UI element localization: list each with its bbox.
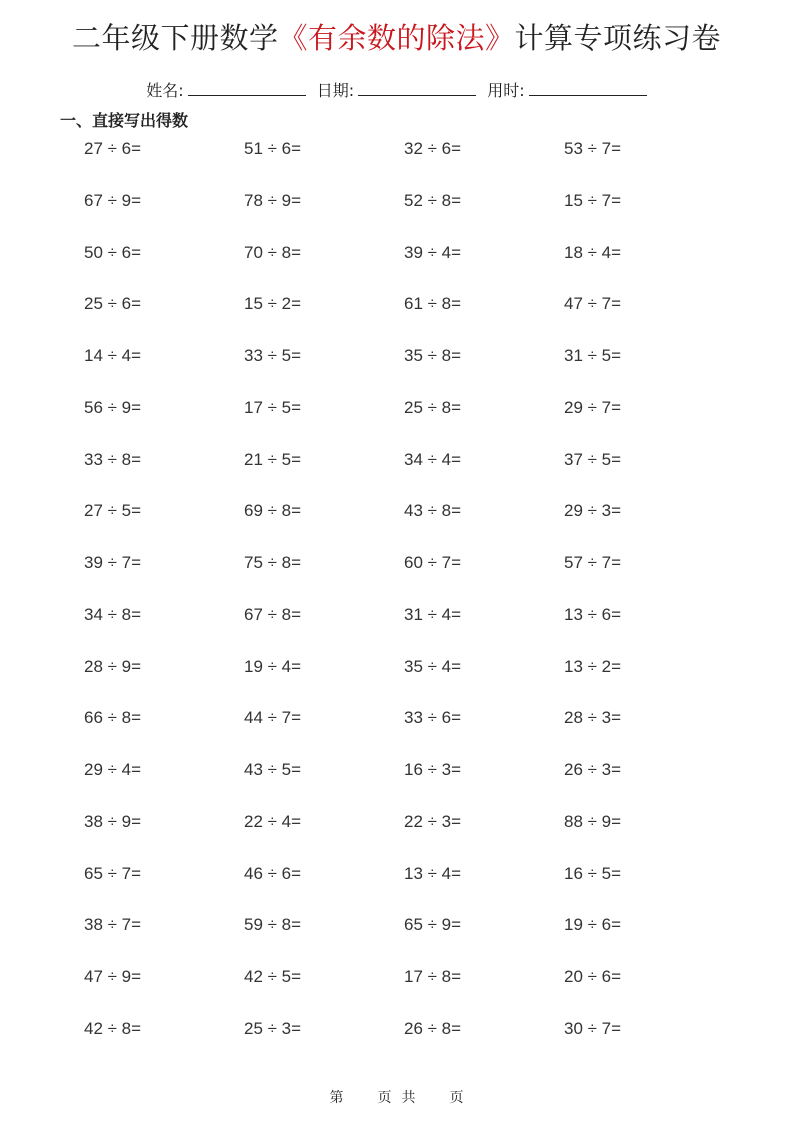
division-problem: 25 ÷ 6= [84, 294, 142, 314]
division-problem: 33 ÷ 6= [404, 708, 462, 728]
division-problem: 47 ÷ 7= [564, 294, 622, 314]
problem-row [84, 137, 724, 189]
division-problem: 61 ÷ 8= [404, 294, 462, 314]
division-problem: 38 ÷ 9= [84, 811, 142, 831]
division-problem: 28 ÷ 9= [84, 656, 142, 676]
division-problem: 26 ÷ 8= [404, 1018, 462, 1038]
problem-row [84, 913, 724, 965]
division-problem: 50 ÷ 6= [84, 242, 142, 262]
problem-row [84, 758, 724, 810]
division-problem: 56 ÷ 9= [84, 397, 142, 417]
problem-row [84, 448, 724, 500]
division-problem: 66 ÷ 8= [84, 708, 142, 728]
worksheet-title [0, 18, 793, 58]
division-problem: 25 ÷ 3= [244, 1018, 302, 1038]
division-problem: 46 ÷ 6= [244, 863, 302, 883]
division-problem: 21 ÷ 5= [244, 449, 302, 469]
division-problem: 88 ÷ 9= [564, 811, 622, 831]
name-label: 姓名: [146, 81, 184, 100]
division-problem: 20 ÷ 6= [564, 967, 622, 986]
problem-row [84, 706, 724, 758]
division-problem: 28 ÷ 3= [564, 708, 622, 728]
problem-row [84, 1017, 724, 1069]
division-problem: 35 ÷ 4= [404, 656, 462, 676]
division-problem: 60 ÷ 7= [404, 553, 462, 572]
division-problem: 22 ÷ 3= [404, 811, 462, 831]
problem-row [84, 189, 724, 241]
division-problem: 43 ÷ 5= [244, 760, 302, 779]
division-problem: 34 ÷ 8= [84, 604, 142, 624]
division-problem: 13 ÷ 6= [564, 604, 622, 624]
problem-row [84, 603, 724, 655]
division-problem: 39 ÷ 4= [404, 242, 462, 262]
division-problem: 53 ÷ 7= [564, 139, 622, 158]
problem-row [84, 965, 724, 1017]
division-problem: 27 ÷ 5= [84, 501, 142, 521]
division-problem: 30 ÷ 7= [564, 1018, 622, 1038]
problem-row [84, 292, 724, 344]
division-problem: 32 ÷ 6= [404, 139, 462, 158]
division-problem: 42 ÷ 8= [84, 1018, 142, 1038]
division-problem: 44 ÷ 7= [244, 708, 302, 728]
footer-page-label: 第 [329, 1090, 344, 1106]
division-problem: 22 ÷ 4= [244, 811, 302, 831]
name-field [146, 80, 305, 102]
problem-row [84, 810, 724, 862]
division-problem: 38 ÷ 7= [84, 915, 142, 935]
division-problem: 43 ÷ 8= [404, 501, 462, 521]
division-problem: 37 ÷ 5= [564, 449, 622, 469]
footer-page-unit: 页 [377, 1090, 392, 1106]
name-blank[interactable] [188, 81, 306, 96]
footer-total-label: 共 [401, 1090, 416, 1106]
problem-row [84, 344, 724, 396]
division-problem: 26 ÷ 3= [564, 760, 622, 779]
section-heading: 一、直接写出得数 [60, 111, 189, 130]
division-problem: 19 ÷ 6= [564, 915, 622, 935]
division-problem: 31 ÷ 4= [404, 604, 462, 624]
division-problem: 17 ÷ 5= [244, 397, 302, 417]
division-problem: 29 ÷ 4= [84, 760, 142, 779]
division-problem: 29 ÷ 7= [564, 397, 622, 417]
division-problem: 14 ÷ 4= [84, 346, 142, 365]
division-problem: 31 ÷ 5= [564, 346, 622, 365]
date-label: 日期: [316, 81, 355, 100]
division-problem: 47 ÷ 9= [84, 967, 142, 986]
division-problem: 27 ÷ 6= [84, 139, 142, 158]
time-field [487, 80, 646, 102]
division-problem: 67 ÷ 9= [84, 190, 142, 210]
division-problem: 57 ÷ 7= [564, 553, 622, 572]
problem-row [84, 499, 724, 551]
title-prefix: 二年级下册数学 [71, 21, 279, 55]
division-problem: 69 ÷ 8= [244, 501, 302, 521]
date-field [317, 80, 476, 102]
time-blank[interactable] [529, 81, 647, 96]
page-footer [0, 1088, 793, 1108]
problem-row [84, 551, 724, 603]
division-problem: 33 ÷ 5= [244, 346, 302, 365]
division-problem: 70 ÷ 8= [244, 242, 302, 262]
division-problem: 33 ÷ 8= [84, 449, 142, 469]
division-problem: 39 ÷ 7= [84, 553, 142, 572]
division-problem: 16 ÷ 5= [564, 863, 622, 883]
division-problem: 52 ÷ 8= [404, 190, 462, 210]
division-problem: 15 ÷ 7= [564, 190, 622, 210]
title-suffix: 计算专项练习卷 [514, 21, 722, 55]
division-problem: 25 ÷ 8= [404, 397, 462, 417]
division-problem: 75 ÷ 8= [244, 553, 302, 572]
problem-row [84, 655, 724, 707]
title-highlight: 《有余数的除法》 [278, 21, 515, 55]
division-problem: 18 ÷ 4= [564, 242, 622, 262]
division-problem: 13 ÷ 4= [404, 863, 462, 883]
division-problem: 17 ÷ 8= [404, 967, 462, 986]
division-problem: 67 ÷ 8= [244, 604, 302, 624]
division-problem: 34 ÷ 4= [404, 449, 462, 469]
division-problem: 19 ÷ 4= [244, 656, 302, 676]
division-problem: 51 ÷ 6= [244, 139, 302, 158]
problem-row [84, 396, 724, 448]
division-problem: 35 ÷ 8= [404, 346, 462, 365]
problem-row [84, 862, 724, 914]
division-problem: 13 ÷ 2= [564, 656, 622, 676]
division-problem: 59 ÷ 8= [244, 915, 302, 935]
problem-grid [84, 137, 724, 1069]
student-info-line [0, 80, 793, 102]
division-problem: 16 ÷ 3= [404, 760, 462, 779]
division-problem: 65 ÷ 9= [404, 915, 462, 935]
division-problem: 42 ÷ 5= [244, 967, 302, 986]
footer-total-unit: 页 [449, 1090, 464, 1106]
time-label: 用时: [487, 81, 525, 100]
division-problem: 29 ÷ 3= [564, 501, 622, 521]
date-blank[interactable] [358, 81, 476, 96]
division-problem: 78 ÷ 9= [244, 190, 302, 210]
division-problem: 65 ÷ 7= [84, 863, 142, 883]
division-problem: 15 ÷ 2= [244, 294, 302, 314]
problem-row [84, 241, 724, 293]
